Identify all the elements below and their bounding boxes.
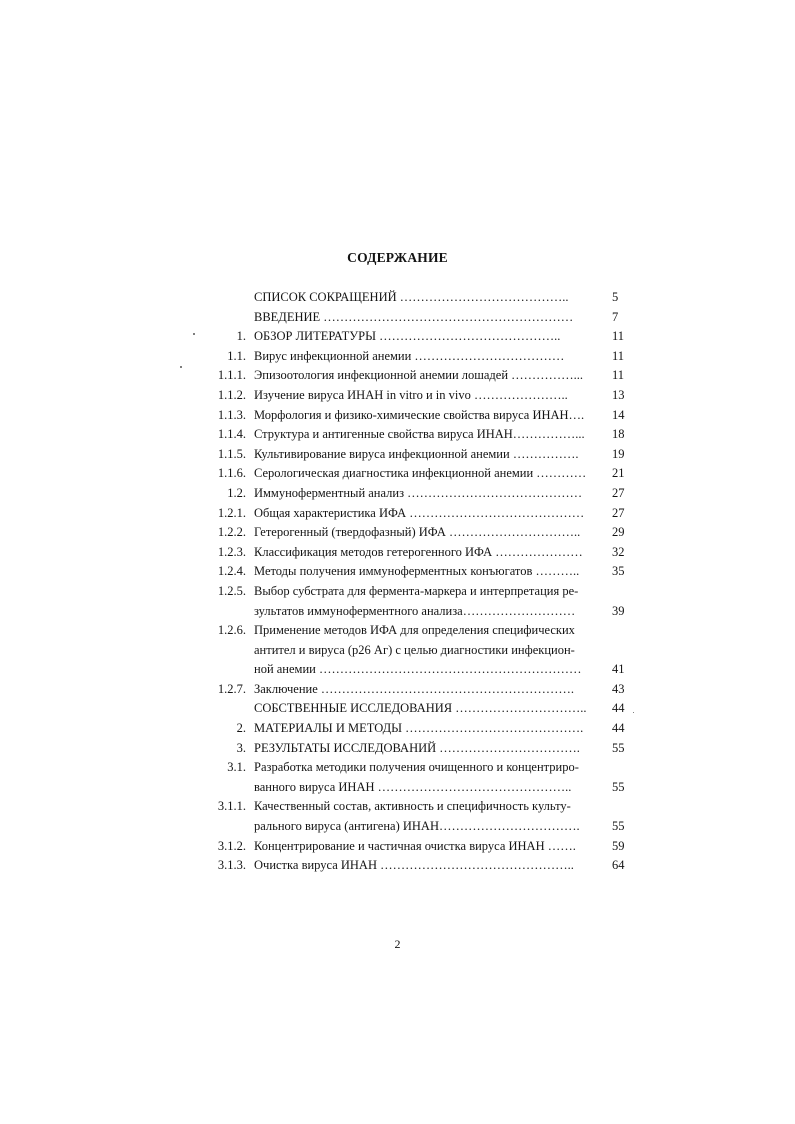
toc-entry-number: 1.2.1. — [217, 505, 246, 520]
toc-entry[interactable] — [0, 308, 795, 328]
toc-entry-line: рального вируса (антигена) ИНАН……………………………. — [254, 819, 580, 834]
toc-entry-line: Качественный состав, активность и специфичность культу- — [254, 799, 571, 814]
toc-entry-line: Структура и антигенные свойства вируса ИНАН……………... — [254, 427, 585, 442]
toc-entry[interactable] — [0, 406, 795, 426]
toc-entry-line: зультатов иммуноферментного анализа……………………… — [254, 603, 576, 618]
toc-entry-page: 32 — [612, 544, 625, 559]
toc-entry-line: Общая характеристика ИФА …………………………………… — [254, 505, 585, 520]
toc-entry-page: 43 — [612, 681, 625, 696]
toc-entry-title — [254, 347, 600, 367]
toc-entry-title — [254, 680, 600, 700]
toc-entry[interactable] — [0, 837, 795, 857]
toc-entry-number: 1.1.3. — [217, 407, 246, 422]
toc-entry-line: Классификация методов гетерогенного ИФА ………………… — [254, 544, 583, 559]
toc-entry[interactable] — [0, 758, 795, 797]
toc-entry-number: 1.2.6. — [217, 623, 246, 638]
toc-entry-line: Концентрирование и частичная очистка вируса ИНАН ……. — [254, 838, 576, 853]
toc-entry[interactable] — [0, 386, 795, 406]
toc-entry[interactable] — [0, 464, 795, 484]
toc-entry-page: 41 — [612, 662, 625, 677]
toc-entry-number: 1.2.4. — [217, 564, 246, 579]
page-title: СОДЕРЖАНИЕ — [347, 250, 448, 265]
toc-entry-title — [254, 504, 600, 524]
toc-entry-line: ной анемии ……………………………………………………… — [254, 662, 582, 677]
toc-entry-number: 2. — [236, 721, 246, 736]
toc-entry-page: 11 — [612, 348, 625, 363]
toc-entry-title — [254, 366, 600, 386]
toc-entry-page: 44 — [612, 701, 625, 716]
toc-entry-title — [254, 739, 600, 759]
toc-entry[interactable] — [0, 543, 795, 563]
toc-entry-line: Морфология и физико-химические свойства вируса ИНАН…. — [254, 407, 585, 422]
toc-entry[interactable] — [0, 523, 795, 543]
toc-entry-page: 19 — [612, 446, 625, 461]
toc-entry-number: 1.2.2. — [217, 525, 246, 540]
toc-entry[interactable] — [0, 504, 795, 524]
toc-entry-page: 39 — [612, 603, 625, 618]
toc-entry[interactable] — [0, 739, 795, 759]
toc-entry-page: 64 — [612, 858, 625, 873]
toc-entry-title — [254, 797, 600, 836]
toc-entry-page: 18 — [612, 427, 625, 442]
toc-entry-title — [254, 719, 600, 739]
toc-entry-number: 1.2.5. — [217, 583, 246, 598]
toc-entry-page: 11 — [612, 368, 625, 383]
toc-entry[interactable] — [0, 582, 795, 621]
toc-entry-title — [254, 386, 600, 406]
toc-entry-line: СПИСОК СОКРАЩЕНИЙ ………………………………….. — [254, 290, 569, 304]
toc-entry-page: 11 — [612, 329, 625, 344]
toc-entry-title — [254, 837, 600, 857]
toc-entry-number: 1.1. — [227, 348, 246, 363]
toc-entry-title — [254, 445, 600, 465]
toc-entry-line: Заключение ……………………………………………………. — [254, 681, 574, 696]
toc-entry[interactable] — [0, 347, 795, 367]
toc-entry[interactable] — [0, 856, 795, 876]
toc-entry-page: 27 — [612, 505, 625, 520]
toc-entry[interactable] — [0, 366, 795, 386]
toc-entry-number: 1.1.4. — [217, 427, 246, 442]
toc-entry-title — [254, 523, 600, 543]
toc-entry-line: ОБЗОР ЛИТЕРАТУРЫ …………………………………….. — [254, 329, 561, 344]
toc-entry-page: 55 — [612, 740, 625, 755]
toc-entry-page: 13 — [612, 387, 625, 402]
table-of-contents — [0, 288, 795, 876]
toc-entry-number: 3.1. — [227, 760, 246, 775]
toc-entry-number: 1.1.6. — [217, 466, 246, 481]
toc-entry-page: 27 — [612, 485, 625, 500]
toc-entry[interactable] — [0, 288, 795, 308]
toc-entry-number: 3.1.1. — [217, 799, 246, 814]
toc-entry[interactable] — [0, 680, 795, 700]
toc-entry-page: 59 — [612, 838, 625, 853]
toc-entry[interactable] — [0, 621, 795, 680]
scan-speck — [193, 333, 195, 335]
toc-entry-number: 1.2.7. — [217, 681, 246, 696]
toc-entry-number: 3. — [236, 740, 246, 755]
toc-entry[interactable] — [0, 562, 795, 582]
toc-entry-page: 7 — [612, 309, 619, 324]
toc-entry-number: 3.1.2. — [217, 838, 246, 853]
toc-entry-line: РЕЗУЛЬТАТЫ ИССЛЕДОВАНИЙ ……………………………. — [254, 740, 580, 755]
toc-entry-number: 1.2. — [227, 485, 246, 500]
toc-entry-page: 14 — [612, 407, 625, 422]
toc-entry-title — [254, 406, 600, 426]
toc-entry-number: 3.1.3. — [217, 858, 246, 873]
toc-entry-title — [254, 562, 600, 582]
toc-entry-page: 21 — [612, 466, 625, 481]
toc-entry-page: 35 — [612, 564, 625, 579]
toc-entry-title — [254, 308, 600, 328]
toc-entry-title — [254, 758, 600, 797]
toc-entry[interactable] — [0, 699, 795, 719]
toc-entry-line: Разработка методики получения очищенного и концентриро- — [254, 760, 579, 775]
toc-entry-line: Выбор субстрата для фермента-маркера и интерпретация ре- — [254, 583, 579, 598]
toc-entry[interactable] — [0, 719, 795, 739]
toc-entry-line: Гетерогенный (твердофазный) ИФА ………………………….. — [254, 525, 581, 540]
toc-entry-line: Иммуноферментный анализ …………………………………… — [254, 485, 583, 500]
toc-entry-line: ванного вируса ИНАН ……………………………………….. — [254, 779, 572, 794]
toc-entry-line: Применение методов ИФА для определения специфических — [254, 623, 575, 638]
toc-entry-title — [254, 484, 600, 504]
toc-entry-number: 1.1.1. — [217, 368, 246, 383]
toc-entry-line: ВВЕДЕНИЕ …………………………………………………… — [254, 309, 574, 324]
scan-speck — [180, 366, 182, 368]
toc-entry-title — [254, 327, 600, 347]
toc-entry-page: 55 — [612, 779, 625, 794]
toc-entry-title — [254, 621, 600, 680]
toc-entry[interactable] — [0, 484, 795, 504]
toc-entry-title — [254, 543, 600, 563]
toc-entry-title — [254, 582, 600, 621]
toc-entry-page: 29 — [612, 525, 625, 540]
toc-entry-number: 1.1.5. — [217, 446, 246, 461]
toc-entry-line: антител и вируса (p26 Аг) с целью диагностики инфекцион- — [254, 642, 575, 657]
toc-entry[interactable] — [0, 445, 795, 465]
toc-entry-page: 5 — [612, 290, 619, 304]
toc-entry-line: Культивирование вируса инфекционной анемии ……………. — [254, 446, 579, 461]
scan-speck — [633, 712, 634, 713]
toc-entry-page: 55 — [612, 819, 625, 834]
toc-entry-title — [254, 699, 600, 719]
toc-entry-title — [254, 288, 600, 308]
toc-entry-title — [254, 464, 600, 484]
toc-entry-title — [254, 425, 600, 445]
toc-entry-number: 1. — [236, 329, 246, 344]
toc-entry-line: Методы получения иммуноферментных конъюгатов ……….. — [254, 564, 580, 579]
toc-entry[interactable] — [0, 327, 795, 347]
toc-entry-title — [254, 856, 600, 876]
toc-entry[interactable] — [0, 425, 795, 445]
toc-entry-number: 1.2.3. — [217, 544, 246, 559]
toc-entry-line: Изучение вируса ИНАН in vitro и in vivo ………………….. — [254, 387, 568, 402]
toc-entry-line: Вирус инфекционной анемии ……………………………… — [254, 348, 565, 363]
page-number: 2 — [394, 937, 401, 951]
toc-entry-line: Эпизоотология инфекционной анемии лошадей ……………... — [254, 368, 584, 383]
toc-entry-number: 1.1.2. — [217, 387, 246, 402]
toc-entry-line: Очистка вируса ИНАН ……………………………………….. — [254, 858, 574, 873]
toc-entry[interactable] — [0, 797, 795, 836]
toc-entry-line: МАТЕРИАЛЫ И МЕТОДЫ ……………………………………. — [254, 721, 584, 736]
toc-entry-line: Серологическая диагностика инфекционной анемии ………… — [254, 466, 587, 481]
toc-entry-line: СОБСТВЕННЫЕ ИССЛЕДОВАНИЯ ………………………….. — [254, 701, 587, 716]
toc-entry-page: 44 — [612, 721, 625, 736]
